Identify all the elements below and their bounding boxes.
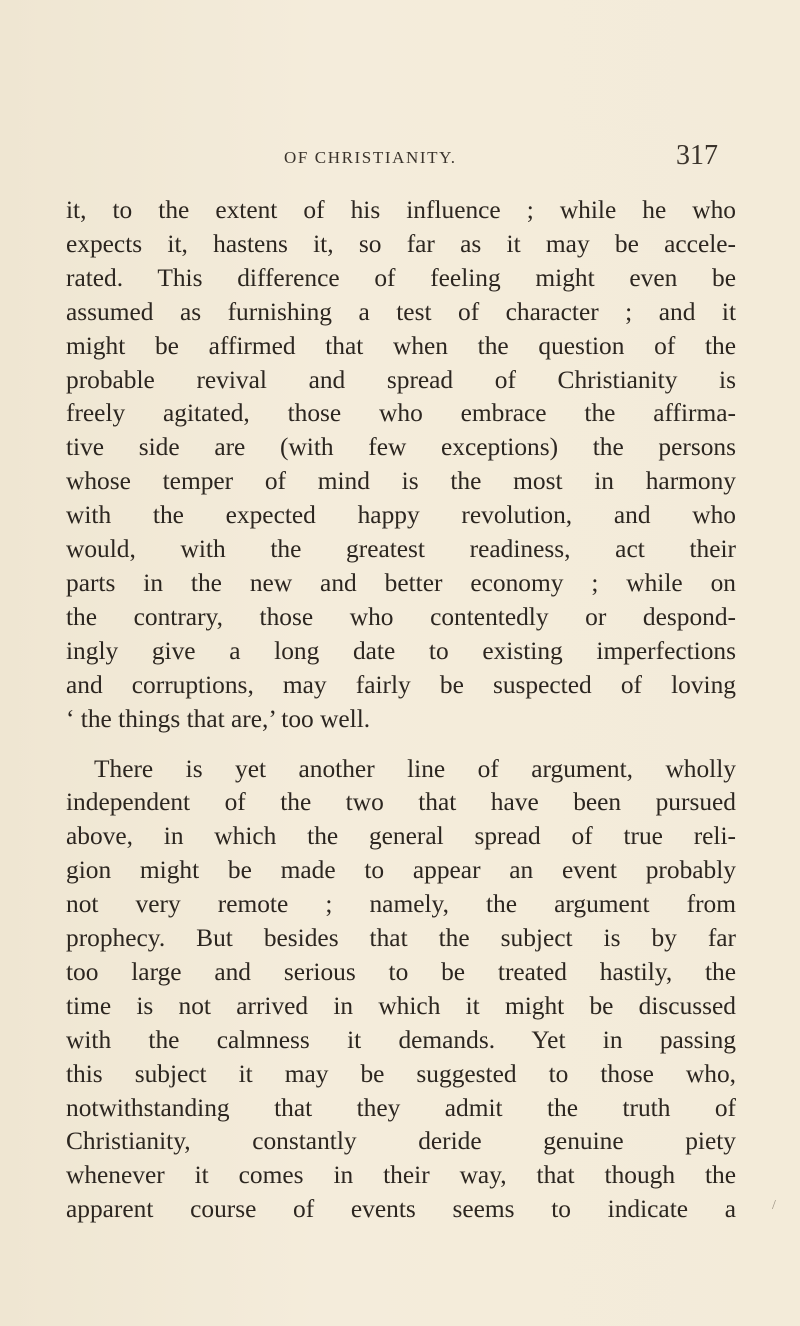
- text-line: not very remote ; namely, the argument from: [66, 890, 736, 919]
- margin-mark: /: [772, 1198, 776, 1213]
- text-line: and corruptions, may fairly be suspected of loving: [66, 670, 736, 699]
- text-line: There is yet another line of argument, wholly: [94, 754, 736, 783]
- text-line: would, with the greatest readiness, act their: [66, 535, 736, 564]
- text-line: assumed as furnishing a test of character ; and it: [66, 297, 736, 326]
- text-line: apparent course of events seems to indicate a: [66, 1195, 736, 1224]
- text-line: with the expected happy revolution, and who: [66, 501, 736, 530]
- text-line: this subject it may be suggested to those who,: [66, 1059, 736, 1088]
- running-header: [0, 140, 800, 180]
- text-line: expects it, hastens it, so far as it may be accele-: [66, 229, 736, 258]
- text-line: tive side are (with few exceptions) the persons: [66, 433, 736, 462]
- text-line: notwithstanding that they admit the truth of: [66, 1093, 736, 1122]
- text-line: it, to the extent of his influence ; while he who: [66, 196, 736, 224]
- text-line: Christianity, constantly deride genuine piety: [66, 1127, 736, 1156]
- text-line: ingly give a long date to existing imperfections: [66, 636, 736, 665]
- text-line: might be affirmed that when the question of the: [66, 331, 736, 360]
- paragraph-2: [66, 753, 736, 1228]
- text-line: with the calmness it demands. Yet in passing: [66, 1025, 736, 1054]
- running-title: OF CHRISTIANITY.: [284, 148, 457, 167]
- text-line: parts in the new and better economy ; while on: [66, 568, 736, 597]
- text-line: whose temper of mind is the most in harmony: [66, 467, 736, 496]
- text-line: above, in which the general spread of true reli-: [66, 822, 736, 851]
- text-line: independent of the two that have been pursued: [66, 788, 736, 817]
- text-line: probable revival and spread of Christianity is: [66, 365, 736, 394]
- paragraph-1: [66, 194, 736, 737]
- page-number: 317: [676, 140, 718, 171]
- text-line: prophecy. But besides that the subject is by far: [66, 924, 736, 953]
- text-line: time is not arrived in which it might be discussed: [66, 991, 736, 1020]
- text-line: rated. This difference of feeling might even be: [66, 263, 736, 292]
- text-line: whenever it comes in their way, that though the: [66, 1161, 736, 1190]
- text-line: ‘ the things that are,’ too well.: [66, 704, 371, 733]
- text-line: freely agitated, those who embrace the affirma-: [66, 399, 736, 428]
- text-line: too large and serious to be treated hastily, the: [66, 957, 736, 986]
- text-line: the contrary, those who contentedly or despond-: [66, 602, 736, 631]
- body-text: [66, 194, 736, 1227]
- text-line: gion might be made to appear an event probably: [66, 856, 736, 885]
